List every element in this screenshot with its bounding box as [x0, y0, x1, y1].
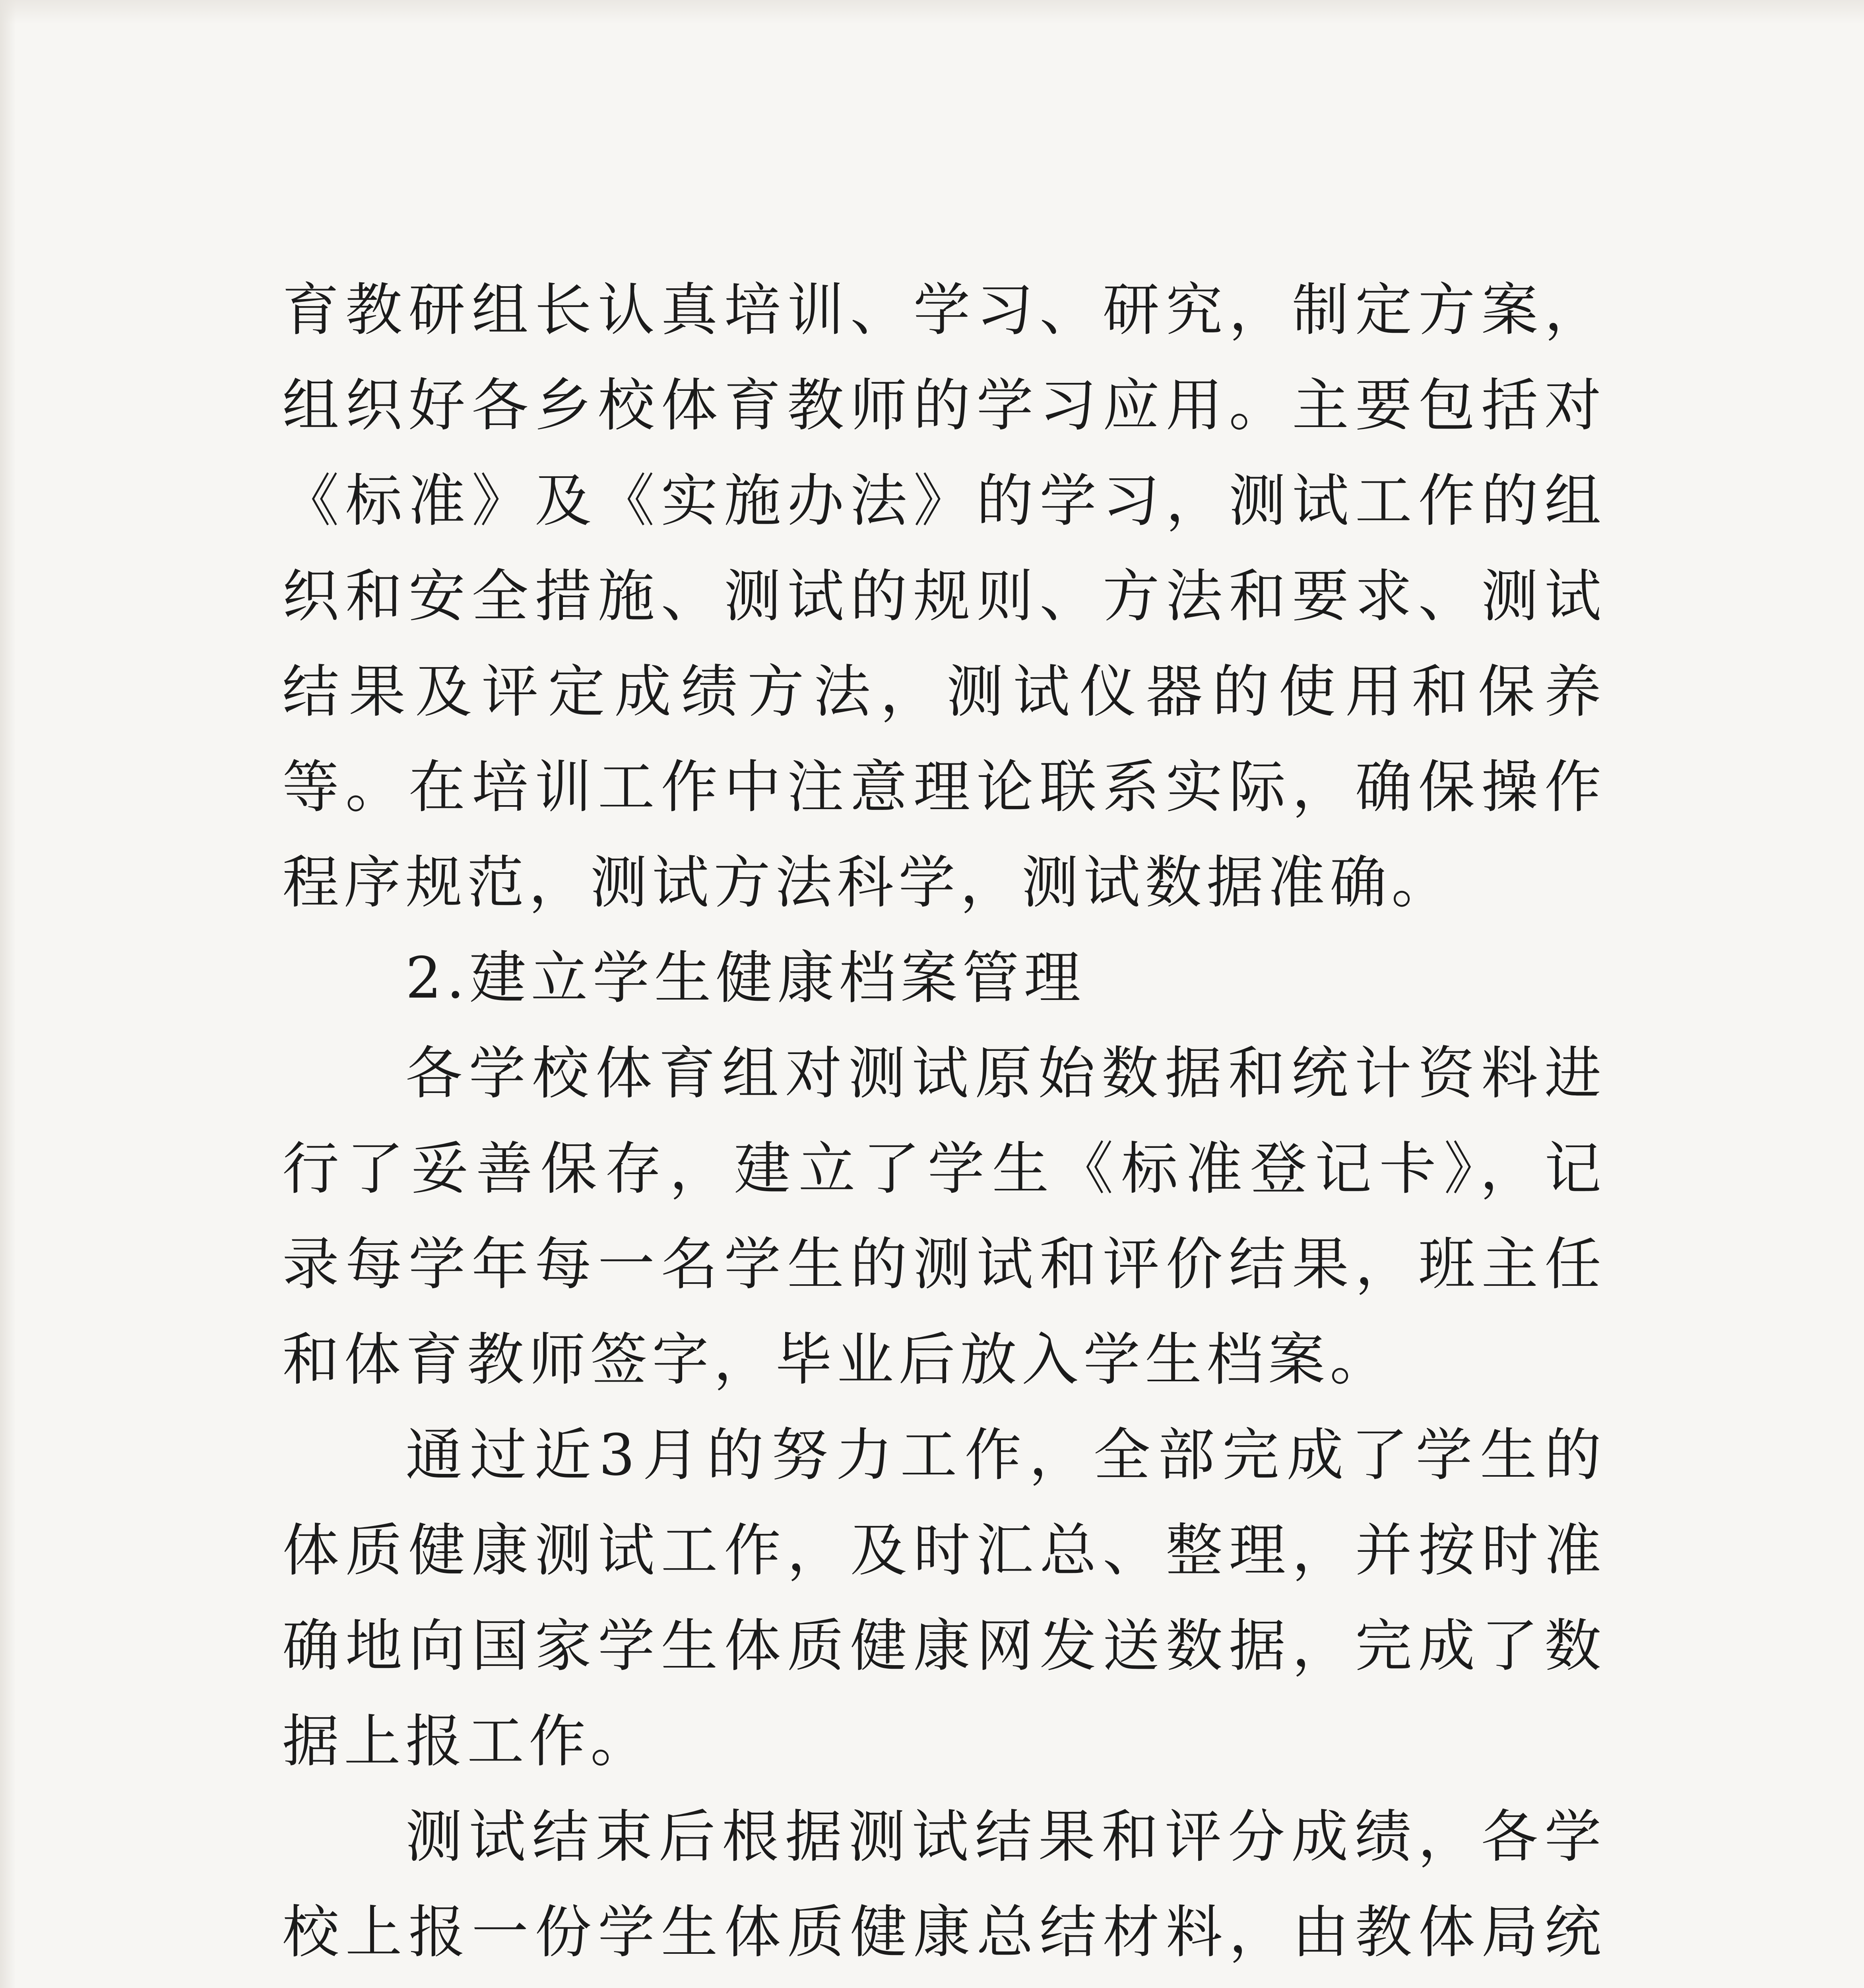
document-body	[282, 262, 1606, 1988]
paragraph-archive: 各学校体育组对测试原始数据和统计资料进行了妥善保存，建立了学生《标准登记卡》，记录每学年每一名学生的测试和评价结果，班主任和体育教师签字，毕业后放入学生档案。	[282, 1040, 1606, 1393]
paragraph-training: 育教研组长认真培训、学习、研究，制定方案，组织好各乡校体育教师的学习应用。主要包括对《标准》及《实施办法》的学习，测试工作的组织和安全措施、测试的规则、方法和要求、测试结果及评定成绩方法，测试仪器的使用和保养等。在培训工作中注意理论联系实际，确保操作程序规范，测试方法科学，测试数据准确。	[282, 277, 1606, 916]
scan-shadow-left	[0, 0, 16, 1988]
scan-shadow-top	[0, 0, 1864, 24]
paragraph-data-upload: 通过近3月的努力工作，全部完成了学生的体质健康测试工作，及时汇总、整理，并按时准确地向国家学生体质健康网发送数据，完成了数据上报工作。	[282, 1422, 1606, 1774]
section-heading-health-archive: 2.建立学生健康档案管理	[405, 945, 1086, 1011]
paragraph-summary: 测试结束后根据测试结果和评分成绩，各学校上报一份学生体质健康总结材料，由教体局统	[282, 1804, 1606, 1965]
